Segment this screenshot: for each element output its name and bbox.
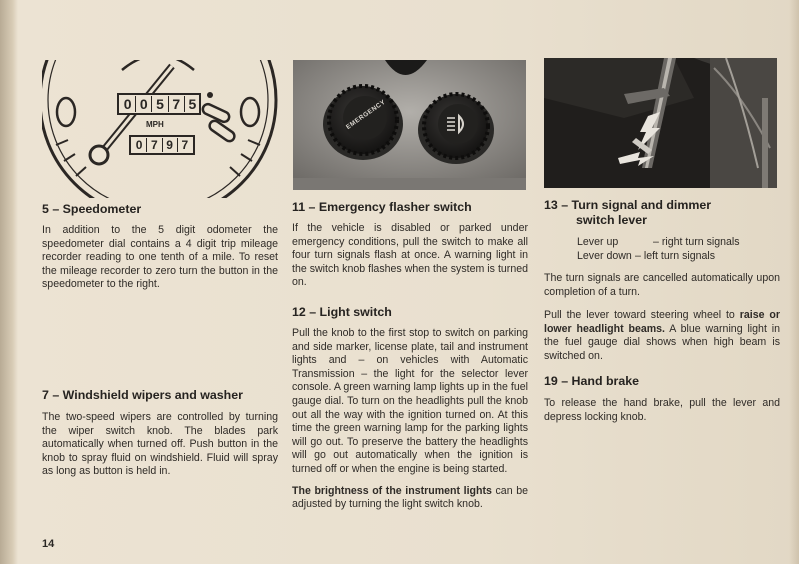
section-title: 19 – Hand brake xyxy=(544,374,640,388)
section-text: In addition to the 5 digit odometer the speedometer dial contains a 4 digit trip mileage recorder reading to one tenth of a mile. To reset the mileage recorder to zero turn the button in the speedometer to the right. xyxy=(42,224,278,291)
text-bold: raise or lower headlight beams. xyxy=(544,309,780,335)
section-light-switch xyxy=(292,305,528,512)
section-emergency-flasher xyxy=(292,200,528,290)
odometer-digit: 0 xyxy=(120,96,136,112)
lever-row-up xyxy=(577,236,777,250)
section-text: Pull the knob to the first stop to switch on parking and side marker, license plate, tail and instrument lights and – on vehicles with Automatic Transmission – the light for the selector lever console. A green warning lamp lights up in the fuel gauge dial. To turn on the headlights pull the knob out all the way with the ignition turned on. At this time the green warning lamp for the parking lights will go out. To preserve the battery the headlights will go out automatically when the ignition is turned off or when the engine is being started. xyxy=(292,327,528,475)
speedometer-illustration xyxy=(42,60,280,198)
odometer-digit: 5 xyxy=(188,96,197,112)
section-title: 11 – Emergency flasher switch xyxy=(292,200,472,214)
odometer-digit: 7 xyxy=(169,96,185,112)
odometer xyxy=(120,96,200,112)
trip-digit: 0 xyxy=(132,138,147,152)
lever-row-down xyxy=(577,250,777,264)
section-title-line1: 13 – Turn signal and dimmer xyxy=(544,198,712,212)
lever-positions xyxy=(577,236,777,263)
section-text: The two-speed wipers are controlled by turning the wiper switch knob. The blades park automatically when turned off. Push button in the knob to spray fluid on windshield. Fluid will spray as long as button is held in. xyxy=(42,411,278,478)
section-title: 12 – Light switch xyxy=(292,305,392,319)
lever-down-label: Lever down xyxy=(577,249,632,262)
mph-label: MPH xyxy=(146,120,164,129)
lever-up-value: – right turn signals xyxy=(653,236,740,248)
section-text: If the vehicle is disabled or parked under emergency conditions, pull the switch to make all four turn signals flash at once. A warning light in the switch knob flashes when the system is turned on. xyxy=(292,222,528,289)
section-title: 5 – Speedometer xyxy=(42,202,142,216)
section-title: 7 – Windshield wipers and washer xyxy=(42,388,243,402)
odometer-digit: 5 xyxy=(152,96,168,112)
section-turn-signal xyxy=(544,198,780,364)
trip-odometer xyxy=(132,138,192,152)
text-part-a: Pull the lever toward steering wheel to xyxy=(544,309,740,322)
trip-digit: 7 xyxy=(181,138,189,152)
page-binding-shadow xyxy=(0,0,18,564)
trip-digit: 9 xyxy=(163,138,178,152)
section-speedometer xyxy=(42,202,278,292)
section-note xyxy=(292,485,528,512)
turn-signal-lever-photo xyxy=(544,58,777,188)
section-title-line2: switch lever xyxy=(576,213,647,227)
trip-digit: 7 xyxy=(147,138,162,152)
section-text: To release the hand brake, pull the lever and depress locking knob. xyxy=(544,397,780,423)
odometer-digit: 0 xyxy=(136,96,152,112)
text-part-b: A blue warning light in the fuel gauge dial shows when high beam is switched on. xyxy=(544,322,780,362)
section-hand-brake xyxy=(544,374,780,424)
section-text: The turn signals are cancelled automatically upon completion of a turn. xyxy=(544,272,780,298)
note-text: can be adjusted by turning the light switch knob. xyxy=(292,484,528,511)
lever-up-label: Lever up xyxy=(577,236,619,248)
page-number: 14 xyxy=(42,538,55,550)
bold-lead: The brightness of the instrument lights xyxy=(292,484,492,497)
lever-down-value: – left turn signals xyxy=(635,249,716,262)
emergency-knob-lettering: EMERGENCY xyxy=(344,98,387,131)
section-text-2 xyxy=(544,309,780,363)
section-wipers xyxy=(42,388,278,479)
switch-knobs-photo xyxy=(293,60,526,190)
page-edge-shadow xyxy=(789,0,799,564)
